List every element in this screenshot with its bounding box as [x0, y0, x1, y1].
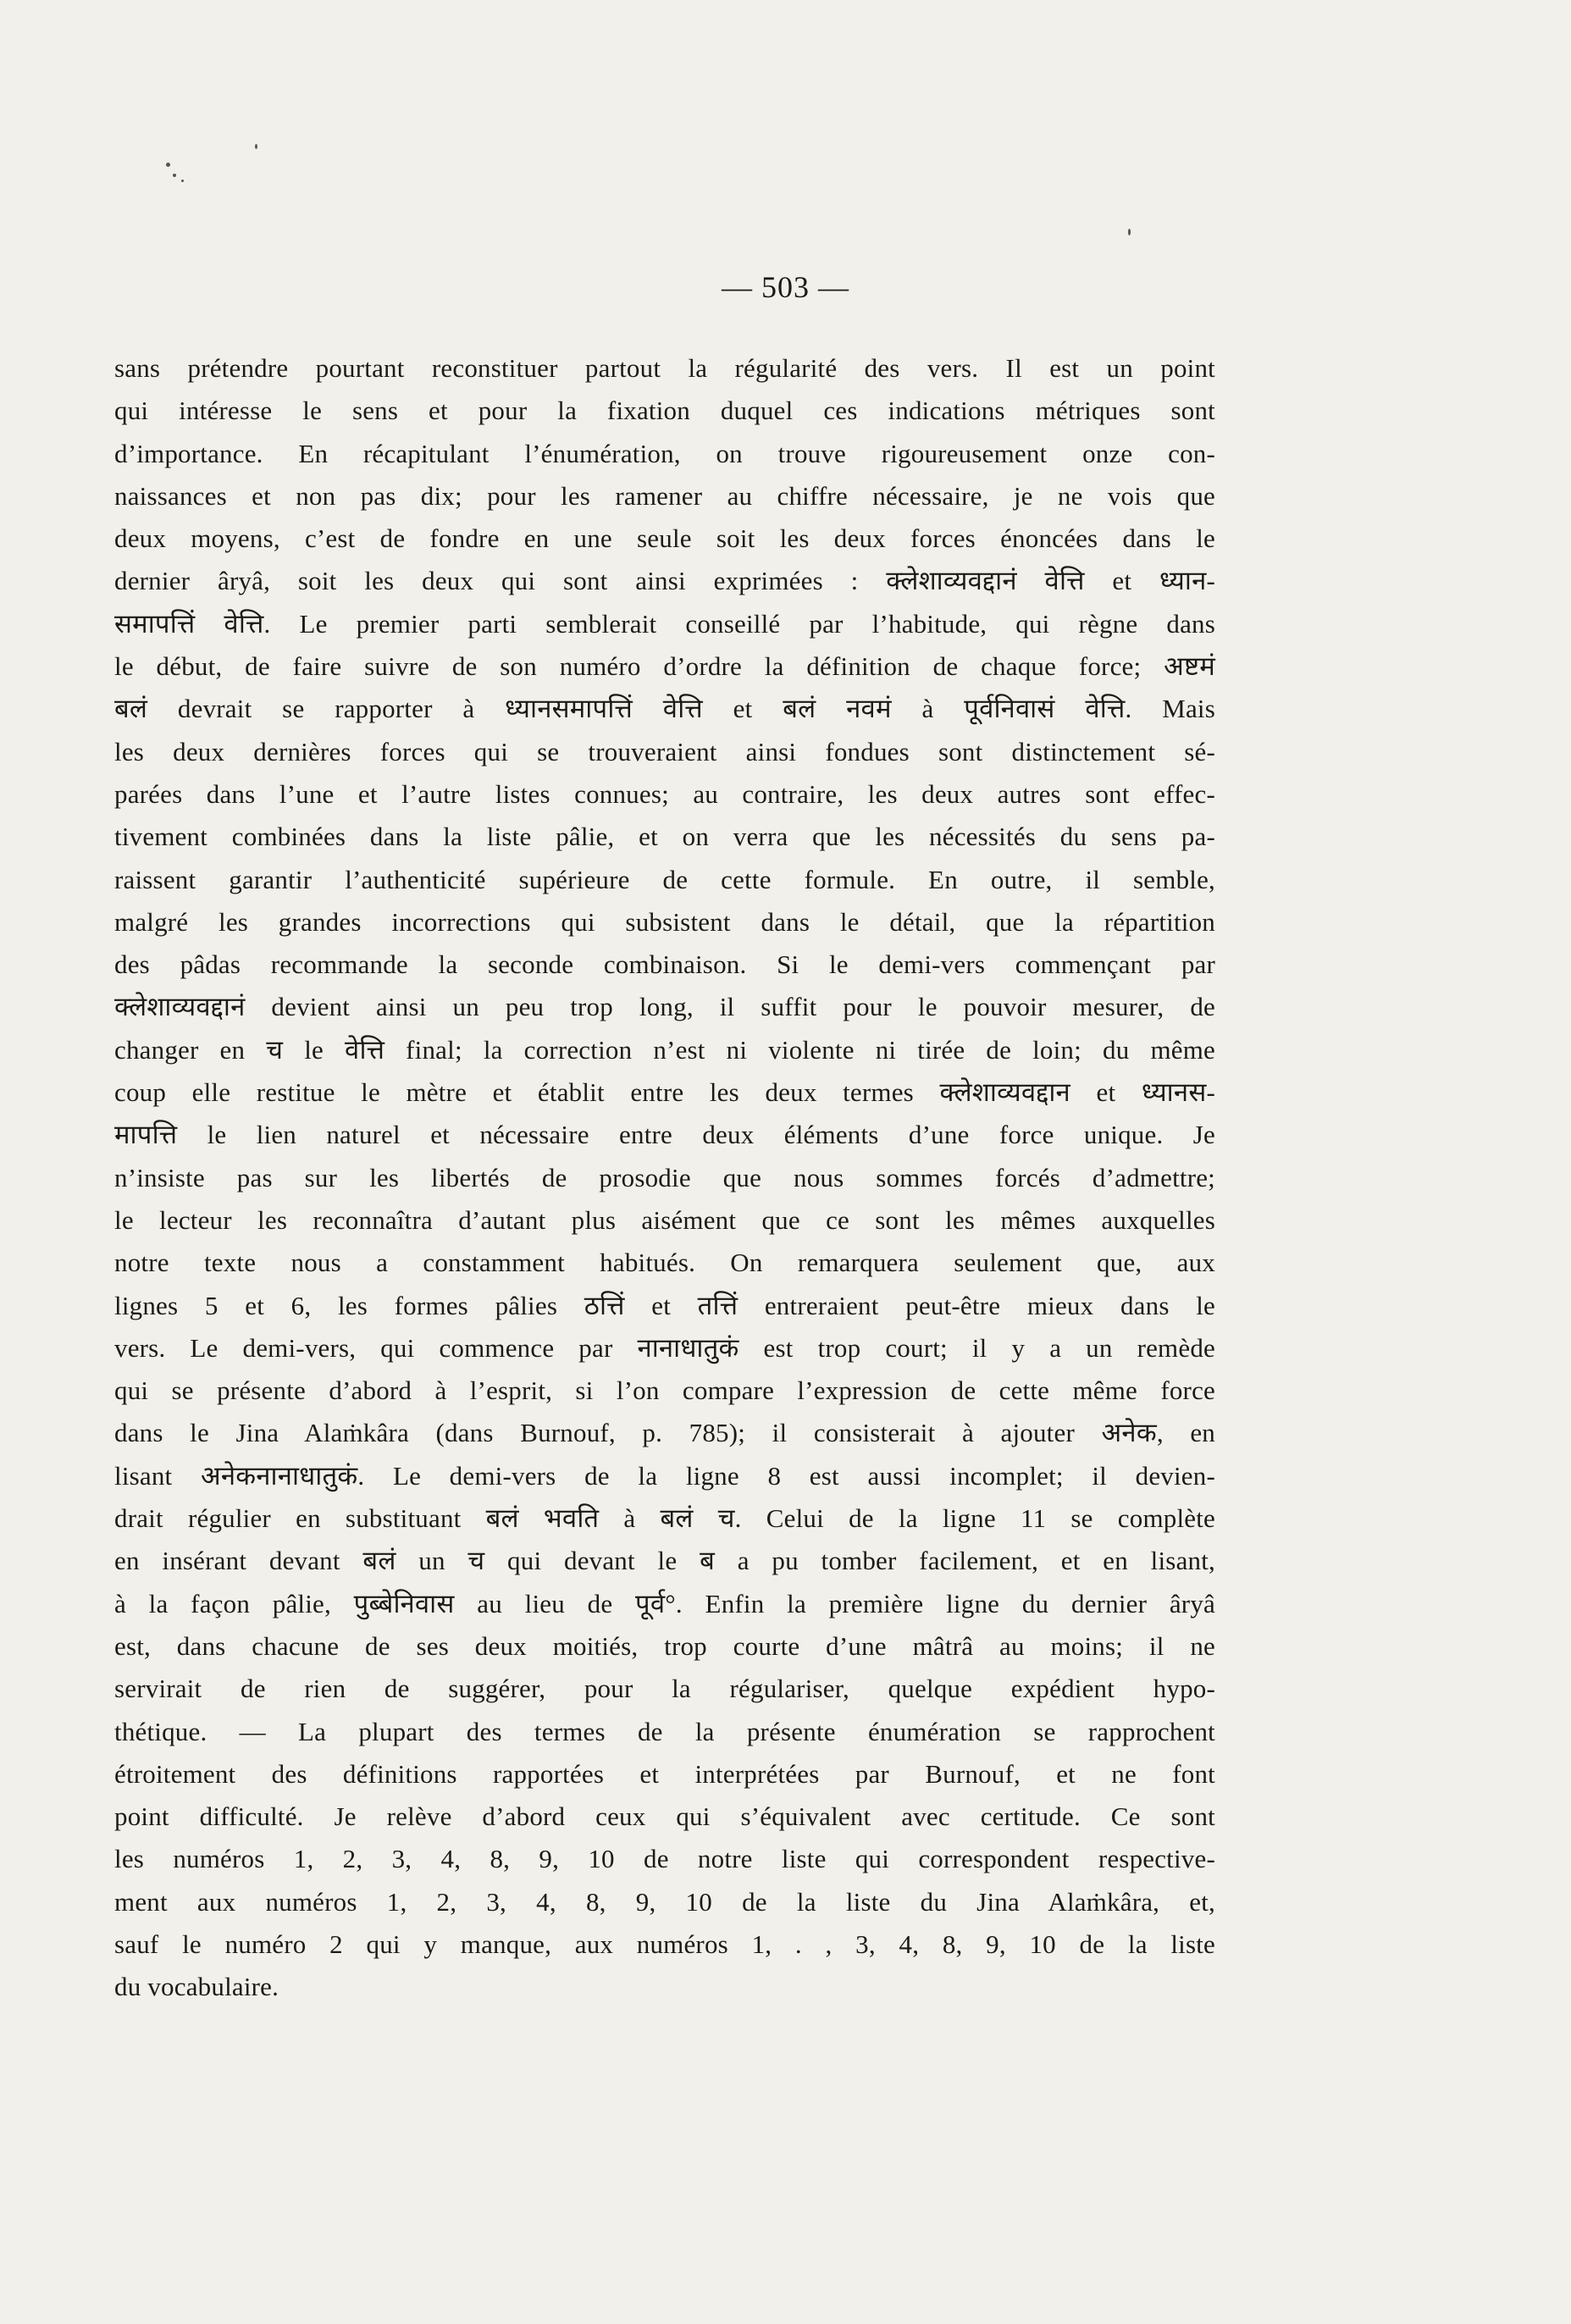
text-line: raissent garantir l’authenticité supérieure de cette formule. En outre, il semble, — [114, 864, 1215, 894]
text-line: deux moyens, c’est de fondre en une seule soit les deux forces énoncées dans le — [114, 523, 1215, 554]
scan-speck — [255, 144, 257, 149]
text-line: les numéros 1, 2, 3, 4, 8, 9, 10 de notre liste qui correspondent respective- — [114, 1844, 1215, 1874]
text-line: point difficulté. Je relève d’abord ceux qui s’équivalent avec certitude. Ce sont — [114, 1801, 1215, 1832]
text-line: sans prétendre pourtant reconstituer partout la régularité des vers. Il est un point — [114, 353, 1215, 383]
text-line: notre texte nous a constamment habitués. On remarquera seulement que, aux — [114, 1248, 1215, 1278]
page-number: — 503 — — [722, 270, 849, 304]
text-line: क्लेशाव्यवद्दानं devient ainsi un peu trop long, il suffit pour le pouvoir mesurer, de — [114, 992, 1215, 1022]
text-line: parées dans l’une et l’autre listes connues; au contraire, les deux autres sont effec- — [114, 778, 1215, 809]
text-line: est, dans chacune de ses deux moitiés, trop courte d’une mâtrâ au moins; il ne — [114, 1630, 1215, 1661]
text-line: tivement combinées dans la liste pâlie, et on verra que les nécessités du sens pa- — [114, 822, 1215, 852]
text-line: coup elle restitue le mètre et établit entre les deux termes क्लेशाव्यवद्दान et ध्यानस- — [114, 1077, 1215, 1108]
text-line: dans le Jina Alaṁkâra (dans Burnouf, p. 785); il consisterait à ajouter अनेक, en — [114, 1418, 1215, 1448]
text-line: des pâdas recommande la seconde combinaison. Si le demi-vers commençant par — [114, 949, 1215, 980]
text-line: les deux dernières forces qui se trouveraient ainsi fondues sont distinctement sé- — [114, 736, 1215, 766]
text-line: समापत्तिं वेत्ति. Le premier parti semblerait conseillé par l’habitude, qui règne dans — [114, 608, 1215, 639]
text-line: d’importance. En récapitulant l’énumération, on trouve rigoureusement onze con- — [114, 438, 1215, 468]
text-line: qui intéresse le sens et pour la fixation duquel ces indications métriques sont — [114, 396, 1215, 426]
scan-speck — [166, 163, 170, 167]
text-line: lignes 5 et 6, les formes pâlies ठत्तिं et तत्तिं entreraient peut-être mieux dans le — [114, 1290, 1215, 1320]
text-line: le lecteur les reconnaîtra d’autant plus aisément que ce sont les mêmes auxquelles — [114, 1204, 1215, 1235]
scan-speck — [181, 180, 184, 182]
scan-speck — [1128, 229, 1131, 235]
text-line: en insérant devant बलं un च qui devant le ब a pu tomber facilement, et en lisant, — [114, 1546, 1215, 1576]
text-line: le début, de faire suivre de son numéro d’ordre la définition de chaque force; अष्टमं — [114, 651, 1215, 682]
text-line: thétique. — La plupart des termes de la présente énumération se rapprochent — [114, 1716, 1215, 1746]
text-line: बलं devrait se rapporter à ध्यानसमापत्तिं वेत्ति et बलं नवमं à पूर्वनिवासं वेत्ति. Mais — [114, 694, 1215, 724]
text-line: मापत्ति le lien naturel et nécessaire entre deux éléments d’une force unique. Je — [114, 1120, 1215, 1150]
text-line: naissances et non pas dix; pour les ramener au chiffre nécessaire, je ne vois que — [114, 480, 1215, 511]
text-line: servirait de rien de suggérer, pour la régulariser, quelque expédient hypo- — [114, 1674, 1215, 1704]
text-line: dernier âryâ, soit les deux qui sont ainsi exprimées : क्लेशाव्यवद्दानं वेत्ति et ध्यान- — [114, 566, 1215, 596]
text-line: drait régulier en substituant बलं भवति à बलं च. Celui de la ligne 11 se complète — [114, 1503, 1215, 1534]
text-line: n’insiste pas sur les libertés de prosodie que nous sommes forcés d’admettre; — [114, 1162, 1215, 1192]
text-line: du vocabulaire. — [114, 1972, 279, 2002]
text-line: à la façon pâlie, पुब्बेनिवास au lieu de पूर्व°. Enfin la première ligne du dernier âryâ — [114, 1588, 1215, 1618]
text-line: vers. Le demi-vers, qui commence par नानाधातुकं est trop court; il y a un remède — [114, 1332, 1215, 1363]
text-line: ment aux numéros 1, 2, 3, 4, 8, 9, 10 de la liste du Jina Alaṁkâra, et, — [114, 1886, 1215, 1917]
text-line: qui se présente d’abord à l’esprit, si l’on compare l’expression de cette même force — [114, 1375, 1215, 1406]
text-line: sauf le numéro 2 qui y manque, aux numéros 1, . , 3, 4, 8, 9, 10 de la liste — [114, 1928, 1215, 1959]
text-line: lisant अनेकनानाधातुकं. Le demi-vers de la ligne 8 est aussi incomplet; il devien- — [114, 1460, 1215, 1491]
text-line: changer en च le वेत्ति final; la correction n’est ni violente ni tirée de loin; du même — [114, 1034, 1215, 1065]
text-line: étroitement des définitions rapportées et interprétées par Burnouf, et ne font — [114, 1758, 1215, 1789]
text-line: malgré les grandes incorrections qui subsistent dans le détail, que la répartition — [114, 906, 1215, 937]
scan-speck — [173, 174, 176, 177]
body-text — [114, 347, 1215, 2009]
